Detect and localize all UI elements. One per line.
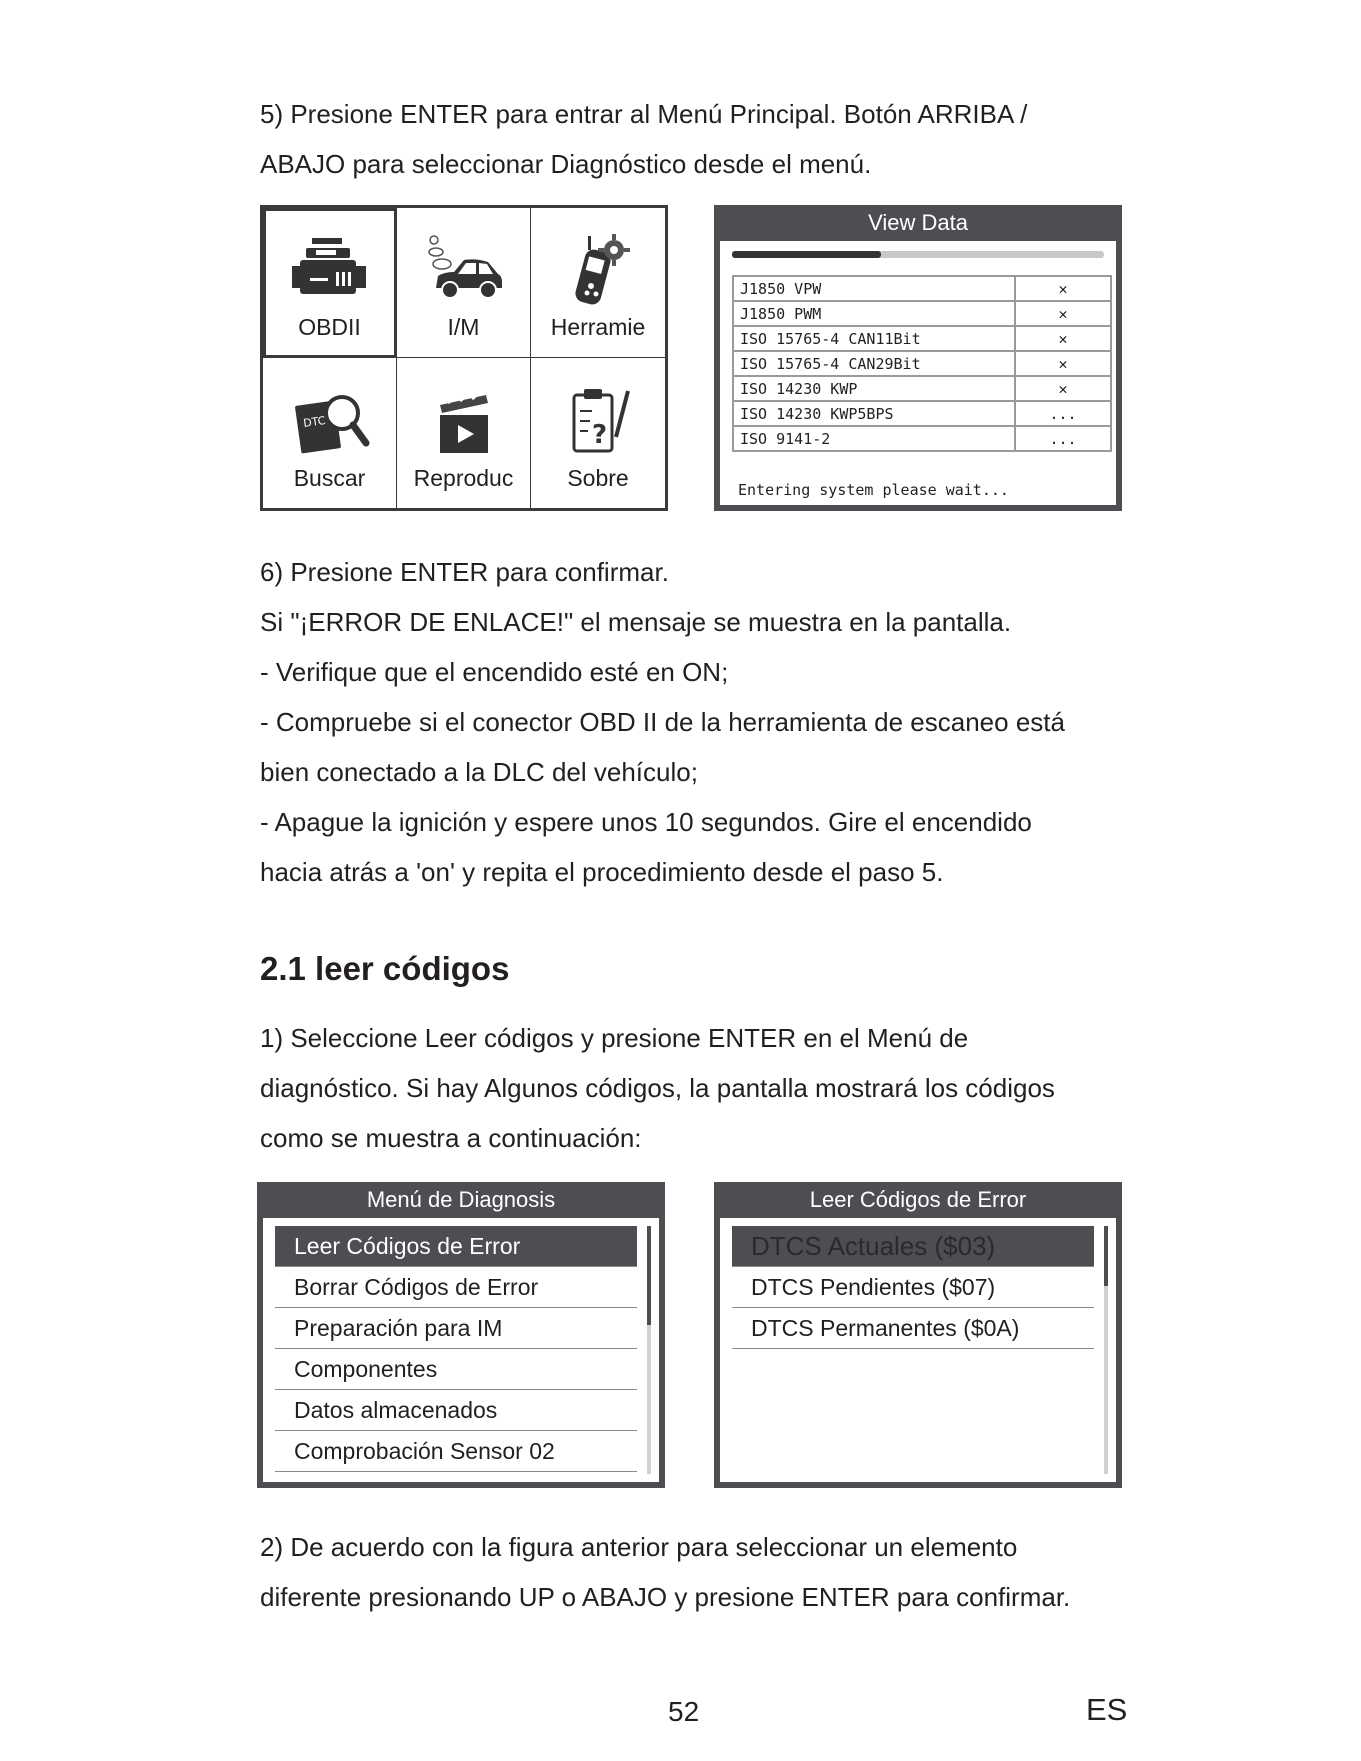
step5-line1: 5) Presione ENTER para entrar al Menú Principal. Botón ARRIBA /	[260, 99, 1028, 129]
protocol-name: ISO 14230 KWP	[733, 376, 1015, 401]
diag-item-freeze-data[interactable]: Datos almacenados	[275, 1390, 637, 1431]
protocol-row	[733, 426, 1111, 451]
scrollbar[interactable]	[647, 1226, 651, 1474]
codes-item-permanent[interactable]: DTCS Permanentes ($0A)	[732, 1308, 1094, 1349]
protocol-row	[733, 376, 1111, 401]
step2-line1: 2) De acuerdo con la figura anterior para seleccionar un elemento	[260, 1532, 1018, 1562]
read-codes-title: Leer Códigos de Error	[809, 1187, 1027, 1212]
view-data-body	[720, 241, 1116, 505]
status-text: Entering system please wait...	[738, 481, 1009, 499]
diagnosis-menu-body	[263, 1218, 659, 1482]
clipboard-question-icon	[558, 381, 638, 459]
menu-label-sobre: Sobre	[567, 465, 629, 491]
engine-icon	[290, 230, 370, 308]
menu-label-im: I/M	[447, 314, 480, 340]
diag-item-im-readiness[interactable]: Preparación para IM	[275, 1308, 637, 1349]
read-codes-body	[720, 1218, 1116, 1482]
menu-item-obdii[interactable]	[263, 208, 397, 358]
menu-label-obdii: OBDII	[298, 314, 361, 340]
protocol-table	[732, 275, 1112, 452]
step5-text	[260, 89, 1180, 189]
step6-line: hacia atrás a 'on' y repita el procedimiento desde el paso 5.	[260, 857, 944, 887]
step2-text	[260, 1522, 1180, 1622]
protocol-status: ...	[1015, 401, 1111, 426]
protocol-row	[733, 351, 1111, 376]
car-exhaust-icon	[424, 230, 504, 308]
protocol-name: J1850 PWM	[733, 301, 1015, 326]
svg-text:DTC: DTC	[301, 413, 326, 430]
step6-line: bien conectado a la DLC del vehículo;	[260, 757, 698, 787]
protocol-name: ISO 14230 KWP5BPS	[733, 401, 1015, 426]
protocol-status: ✕	[1015, 351, 1111, 376]
step6-line: 6) Presione ENTER para confirmar.	[260, 557, 669, 587]
clapperboard-play-icon	[424, 381, 504, 459]
page-number: 52	[668, 1696, 700, 1727]
scanner-gear-icon	[558, 230, 638, 308]
protocol-name: ISO 9141-2	[733, 426, 1015, 451]
menu-item-im[interactable]	[397, 208, 531, 358]
section-heading: 2.1 leer códigos	[260, 950, 510, 987]
diagnosis-menu-title: Menú de Diagnosis	[366, 1187, 556, 1212]
menu-item-sobre[interactable]	[531, 358, 665, 508]
step1-line: diagnóstico. Si hay Algunos códigos, la pantalla mostrará los códigos	[260, 1073, 1055, 1103]
menu-item-buscar[interactable]	[263, 358, 397, 508]
view-data-title: View Data	[868, 210, 968, 235]
protocol-row	[733, 401, 1111, 426]
step1-line: 1) Seleccione Leer códigos y presione ENTER en el Menú de	[260, 1023, 969, 1053]
step6-line: - Compruebe si el conector OBD II de la herramienta de escaneo está	[260, 707, 1065, 737]
step1-line: como se muestra a continuación:	[260, 1123, 642, 1153]
protocol-status: ✕	[1015, 326, 1111, 351]
menu-label-buscar: Buscar	[293, 465, 366, 491]
protocol-name: ISO 15765-4 CAN11Bit	[733, 326, 1015, 351]
step6-line: Si "¡ERROR DE ENLACE!" el mensaje se muestra en la pantalla.	[260, 607, 1012, 637]
protocol-name: ISO 15765-4 CAN29Bit	[733, 351, 1015, 376]
scrollbar[interactable]	[1104, 1226, 1108, 1474]
menu-item-herramienta[interactable]	[531, 208, 665, 358]
view-data-screen	[714, 205, 1122, 511]
diag-item-o2-sensor[interactable]: Comprobación Sensor 02	[275, 1431, 637, 1472]
step2-line2: diferente presionando UP o ABAJO y presione ENTER para confirmar.	[260, 1582, 1071, 1612]
protocol-status: ✕	[1015, 376, 1111, 401]
protocol-row	[733, 276, 1111, 301]
language-code: ES	[1086, 1692, 1128, 1727]
menu-label-herramienta: Herramie	[550, 314, 646, 340]
step6-line: - Verifique que el encendido esté en ON;	[260, 657, 729, 687]
codes-item-pending[interactable]: DTCS Pendientes ($07)	[732, 1267, 1094, 1308]
menu-item-reproducir[interactable]	[397, 358, 531, 508]
step5-line2: ABAJO para seleccionar Diagnóstico desde el menú.	[260, 149, 872, 179]
svg-text:?: ?	[592, 420, 608, 450]
protocol-status: ✕	[1015, 301, 1111, 326]
main-menu-grid	[260, 205, 668, 511]
protocol-status: ...	[1015, 426, 1111, 451]
menu-label-reproducir: Reproduc	[413, 465, 514, 491]
step6-line: - Apague la ignición y espere unos 10 segundos. Gire el encendido	[260, 807, 1032, 837]
diag-item-components[interactable]: Componentes	[275, 1349, 637, 1390]
protocol-name: J1850 VPW	[733, 276, 1015, 301]
diagnosis-menu-list	[275, 1226, 637, 1472]
diag-item-read-codes[interactable]: Leer Códigos de Error	[275, 1226, 637, 1267]
progress-track	[732, 251, 1104, 258]
progress-fill	[732, 251, 881, 258]
read-codes-screen	[714, 1182, 1122, 1488]
diagnosis-menu-screen	[257, 1182, 665, 1488]
dtc-search-icon	[290, 381, 370, 459]
step1-text	[260, 1013, 1180, 1163]
protocol-status: ✕	[1015, 276, 1111, 301]
scrollbar-thumb[interactable]	[1104, 1226, 1108, 1286]
step6-text	[260, 547, 1180, 897]
read-codes-list	[732, 1226, 1094, 1349]
protocol-row	[733, 301, 1111, 326]
protocol-row	[733, 326, 1111, 351]
codes-item-current[interactable]: DTCS Actuales ($03)	[732, 1226, 1094, 1267]
diag-item-erase-codes[interactable]: Borrar Códigos de Error	[275, 1267, 637, 1308]
scrollbar-thumb[interactable]	[647, 1226, 651, 1325]
